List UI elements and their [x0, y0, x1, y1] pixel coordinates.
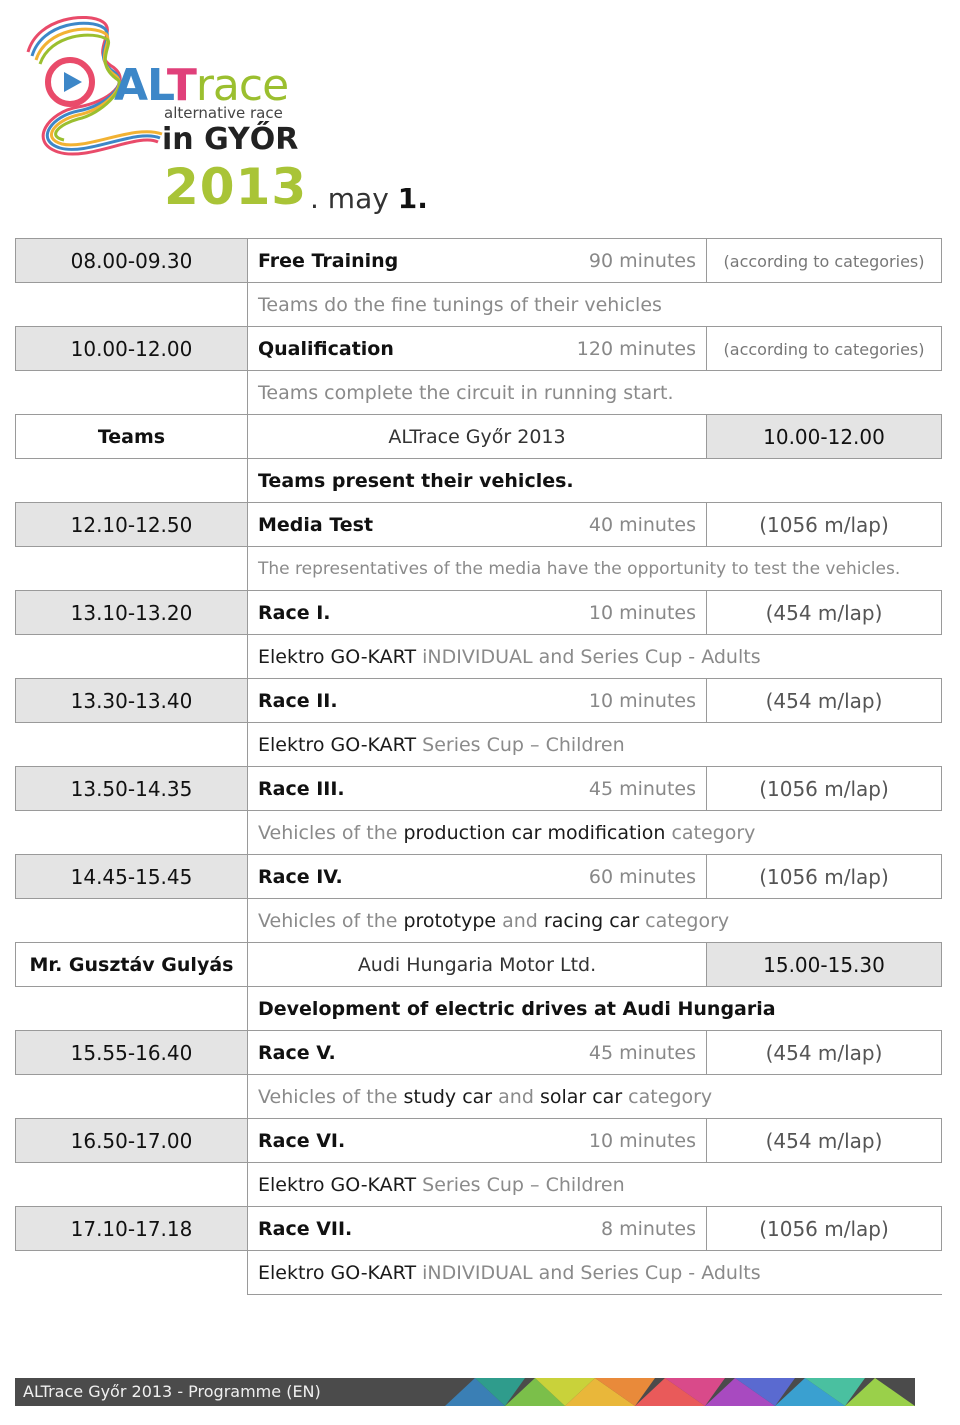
desc-text: Vehicles of the: [258, 1085, 404, 1108]
event-duration: 60 minutes: [588, 865, 696, 888]
time-value: 13.30-13.40: [70, 688, 193, 713]
lap-length: (454 m/lap): [765, 600, 883, 625]
event-cell: [248, 239, 707, 283]
event-name: Race V.: [258, 1041, 336, 1064]
time-cell: [16, 327, 248, 371]
altrace-logo: [18, 12, 438, 216]
presenter-name: Teams: [97, 425, 166, 448]
footer-text: ALTrace Győr 2013 - Programme (EN): [23, 1382, 321, 1401]
event-duration: 120 minutes: [576, 337, 696, 360]
description-row: [16, 1163, 942, 1207]
time-value: 08.00-09.30: [70, 248, 193, 273]
description-row: [16, 371, 942, 415]
desc-text: Series Cup – Children: [416, 733, 625, 756]
time-cell: [16, 1207, 248, 1251]
table-row: [16, 591, 942, 635]
extra-cell: [707, 767, 942, 811]
event-cell: [248, 1031, 707, 1075]
event-cell: [248, 327, 707, 371]
desc-highlight: study car: [403, 1085, 493, 1108]
description-row: [16, 283, 942, 327]
event-description: The representatives of the media have the opportunity to test the vehicles.: [248, 547, 942, 591]
event-name: Media Test: [258, 513, 374, 536]
table-row: [16, 1031, 942, 1075]
event-name: Race VII.: [258, 1217, 353, 1240]
event-name: Race IV.: [258, 865, 343, 888]
table-row: [16, 943, 942, 987]
time-value: 10.00-12.00: [70, 336, 193, 361]
city-label: in GYŐR: [162, 122, 299, 157]
table-row: [16, 1119, 942, 1163]
presenter-name: Mr. Gusztáv Gulyás: [29, 953, 234, 976]
desc-text: Vehicles of the: [258, 821, 404, 844]
event-description: Teams do the fine tunings of their vehicles: [248, 283, 942, 327]
description-row: [16, 1075, 942, 1119]
desc-text: Vehicles of the: [258, 909, 404, 932]
footer-bar: [15, 1378, 915, 1406]
extra-cell: [707, 327, 942, 371]
extra-cell: [707, 239, 942, 283]
desc-text: and: [492, 1085, 540, 1108]
brand-t: T: [166, 60, 196, 111]
desc-text: iNDIVIDUAL and Series Cup - Adults: [416, 645, 761, 668]
event-description: [248, 723, 942, 767]
event-duration: 40 minutes: [588, 513, 696, 536]
time-cell: [16, 239, 248, 283]
description-row: [16, 811, 942, 855]
event-duration: 8 minutes: [600, 1217, 696, 1240]
extra-cell: [707, 591, 942, 635]
event-cell: [248, 767, 707, 811]
time-cell: [16, 855, 248, 899]
event-extra: (according to categories): [723, 339, 925, 359]
presenter-cell: [16, 415, 248, 459]
table-row: [16, 767, 942, 811]
desc-text: and: [496, 909, 544, 932]
event-name: Race III.: [258, 777, 345, 800]
time-cell: [16, 679, 248, 723]
event-name: Race I.: [258, 601, 331, 624]
extra-cell: [707, 1207, 942, 1251]
brand-race: race: [195, 60, 289, 111]
time-value: 15.00-15.30: [763, 952, 885, 977]
extra-cell: [707, 855, 942, 899]
event-description: [248, 1075, 942, 1119]
event-name: Qualification: [258, 337, 394, 360]
table-row: [16, 855, 942, 899]
description-row: [16, 899, 942, 943]
event-description: Teams present their vehicles.: [248, 459, 942, 503]
desc-highlight: solar car: [539, 1085, 623, 1108]
presenter-cell: [16, 943, 248, 987]
event-cell: [248, 679, 707, 723]
desc-text: category: [639, 909, 730, 932]
time-cell: [16, 1119, 248, 1163]
desc-highlight: production car modification: [403, 821, 666, 844]
time-cell: [16, 591, 248, 635]
time-cell: [707, 415, 942, 459]
desc-highlight: prototype: [403, 909, 497, 932]
event-duration: 45 minutes: [588, 777, 696, 800]
time-cell: [16, 767, 248, 811]
time-value: 13.50-14.35: [70, 776, 193, 801]
time-value: 16.50-17.00: [70, 1128, 193, 1153]
time-value: 17.10-17.18: [70, 1216, 193, 1241]
table-row: [16, 1207, 942, 1251]
event-duration: 10 minutes: [588, 601, 696, 624]
desc-text: iNDIVIDUAL and Series Cup - Adults: [416, 1261, 761, 1284]
event-duration: 45 minutes: [588, 1041, 696, 1064]
lap-length: (454 m/lap): [765, 1040, 883, 1065]
event-description: [248, 811, 942, 855]
time-value: 15.55-16.40: [70, 1040, 193, 1065]
event-description: [248, 635, 942, 679]
desc-highlight: Elektro GO-KART: [258, 1261, 417, 1284]
desc-text: Series Cup – Children: [416, 1173, 625, 1196]
event-description: Development of electric drives at Audi Hungaria: [248, 987, 942, 1031]
lap-length: (1056 m/lap): [759, 1216, 889, 1241]
time-value: 12.10-12.50: [70, 512, 193, 537]
desc-text: category: [665, 821, 756, 844]
lap-length: (454 m/lap): [765, 1128, 883, 1153]
time-value: 13.10-13.20: [70, 600, 193, 625]
desc-highlight: Elektro GO-KART: [258, 733, 417, 756]
event-description: [248, 1251, 942, 1295]
lap-length: (1056 m/lap): [759, 776, 889, 801]
lap-length: (1056 m/lap): [759, 512, 889, 537]
table-row: [16, 503, 942, 547]
date-prefix: . may: [310, 182, 398, 215]
desc-highlight: Elektro GO-KART: [258, 1173, 417, 1196]
event-cell: [248, 1207, 707, 1251]
year-label: 2013: [164, 158, 308, 216]
lap-length: (454 m/lap): [765, 688, 883, 713]
event-duration: 90 minutes: [588, 249, 696, 272]
event-duration: 10 minutes: [588, 1129, 696, 1152]
description-row: [16, 1251, 942, 1295]
time-value: 14.45-15.45: [70, 864, 193, 889]
lap-length: (1056 m/lap): [759, 864, 889, 889]
event-name: Free Training: [258, 249, 399, 272]
event-duration: 10 minutes: [588, 689, 696, 712]
programme-table: [15, 238, 942, 1295]
event-cell: [248, 1119, 707, 1163]
extra-cell: [707, 679, 942, 723]
time-cell: [16, 1031, 248, 1075]
event-description: [248, 899, 942, 943]
tagline: alternative race: [164, 104, 283, 122]
event-cell: [248, 591, 707, 635]
event-cell: [248, 503, 707, 547]
organization-cell: ALTrace Győr 2013: [248, 415, 707, 459]
table-row: [16, 679, 942, 723]
event-name: Race VI.: [258, 1129, 346, 1152]
brand-al: AL: [114, 60, 167, 111]
table-row: [16, 327, 942, 371]
date-label: [310, 182, 428, 215]
description-row: [16, 987, 942, 1031]
event-description: Teams complete the circuit in running start.: [248, 371, 942, 415]
table-row: [16, 415, 942, 459]
desc-highlight: Elektro GO-KART: [258, 645, 417, 668]
organization-cell: Audi Hungaria Motor Ltd.: [248, 943, 707, 987]
date-day: 1.: [397, 182, 428, 215]
extra-cell: [707, 503, 942, 547]
event-description: [248, 1163, 942, 1207]
event-name: Race II.: [258, 689, 338, 712]
event-cell: [248, 855, 707, 899]
description-row: [16, 723, 942, 767]
event-extra: (according to categories): [723, 251, 925, 271]
table-row: [16, 239, 942, 283]
description-row: [16, 459, 942, 503]
desc-highlight: racing car: [543, 909, 640, 932]
time-cell: [707, 943, 942, 987]
description-row: [16, 635, 942, 679]
time-value: 10.00-12.00: [763, 424, 885, 449]
extra-cell: [707, 1119, 942, 1163]
decorative-pattern-icon: [445, 1378, 915, 1406]
desc-text: category: [622, 1085, 713, 1108]
description-row: [16, 547, 942, 591]
time-cell: [16, 503, 248, 547]
extra-cell: [707, 1031, 942, 1075]
